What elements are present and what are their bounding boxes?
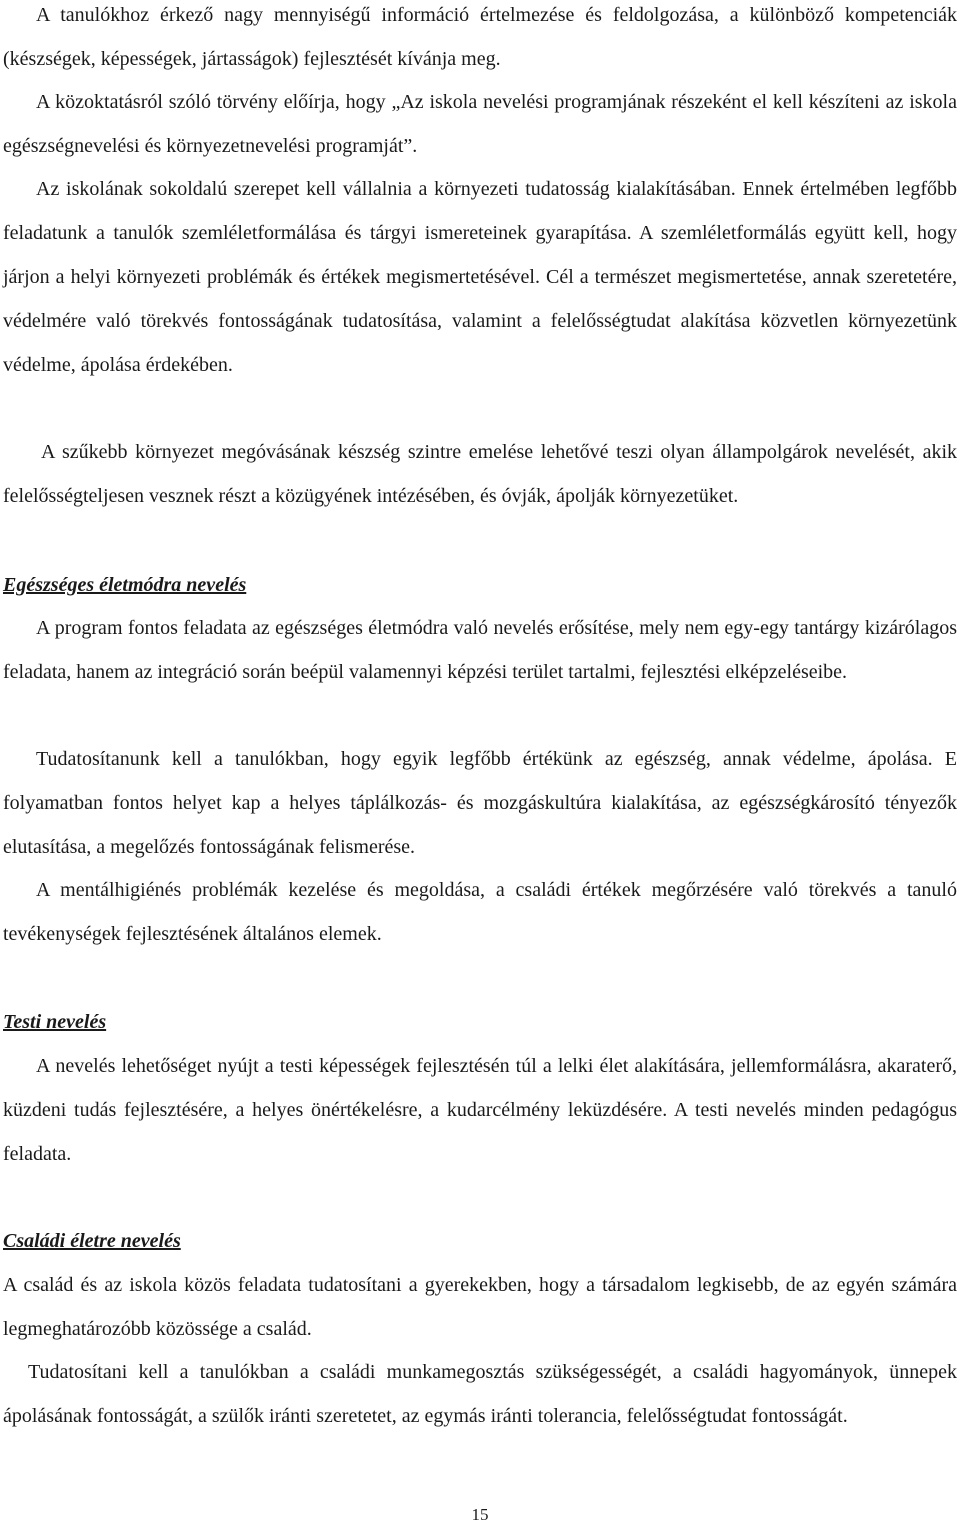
paragraph-environment-protection: A szűkebb környezet megóvásának készség szintre emelése lehetővé teszi olyan állampolgárok nevelését, akik felelősségteljesen vesznek részt a közügyének intézésében, és óvják, ápolják környezetüket. [3, 441, 957, 507]
paragraph-mental-hygiene: A mentálhigiénés problémák kezelése és megoldása, a családi értékek megőrzésére való törekvés a tanuló tevékenységek fejlesztésének általános elemek. [3, 879, 957, 945]
heading-family-life-education: Családi életre nevelés [3, 1230, 181, 1252]
paragraph-family-traditions: Tudatosítani kell a tanulókban a családi munkamegosztás szükségességét, a családi hagyományok, ünnepek ápolásának fontosságát, a szülők iránti szeretetet, az egymás iránti tolerancia, felelősségtudat fontosságát. [3, 1361, 957, 1427]
heading-physical-education: Testi nevelés [3, 1011, 107, 1033]
paragraph-information-processing: A tanulókhoz érkező nagy mennyiségű információ értelmezése és feldolgozása, a különböző kompetenciák (készségek, képességek, jártasságok) fejlesztését kívánja meg. [3, 4, 957, 70]
paragraph-family-school: A család és az iskola közös feladata tudatosítani a gyerekekben, hogy a társadalom legkisebb, de az egyén számára legmeghatározóbb közössége a család. [3, 1274, 957, 1340]
heading-healthy-lifestyle: Egészséges életmódra nevelés [3, 574, 247, 596]
paragraph-environmental-awareness: Az iskolának sokoldalú szerepet kell vállalnia a környezeti tudatosság kialakításában. Ennek értelmében legfőbb feladatunk a tanulók szemléletformálása és tárgyi ismereteinek gyarapítása. A szemléletformálás együtt kell, hogy járjon a helyi környezeti problémák és értékek megismertetésével. Cél a természet megismertetése, annak szeretetére, védelmére való törekvés fontosságának tudatosítása, valamint a felelősségtudat alakítása közvetlen környezetünk védelme, ápolása érdekében. [3, 178, 957, 376]
paragraph-healthy-lifestyle-program: A program fontos feladata az egészséges életmódra való nevelés erősítése, mely nem egy-egy tantárgy kizárólagos feladata, hanem az integráció során beépül valamennyi képzési terület tartalmi, fejlesztési elképzeléseibe. [3, 617, 957, 683]
page-number: 15 [471, 1505, 489, 1524]
paragraph-physical-education: A nevelés lehetőséget nyújt a testi képességek fejlesztésén túl a lelki élet alakítására, jellemformálásra, akaraterő, küzdeni tudás fejlesztésére, a helyes önértékelésre, a kudarcélmény leküzdésére. A testi nevelés minden pedagógus feladata. [3, 1055, 957, 1165]
paragraph-health-value: Tudatosítanunk kell a tanulókban, hogy egyik legfőbb értékünk az egészség, annak védelme, ápolása. E folyamatban fontos helyet kap a helyes táplálkozás- és mozgáskultúra kialakítása, az egészségkárosító tényezők elutasítása, a megelőzés fontosságának felismerése. [3, 748, 957, 858]
paragraph-education-law: A közoktatásról szóló törvény előírja, hogy „Az iskola nevelési programjának részeként el kell készíteni az iskola egészségnevelési és környezetnevelési programját”. [3, 91, 957, 157]
